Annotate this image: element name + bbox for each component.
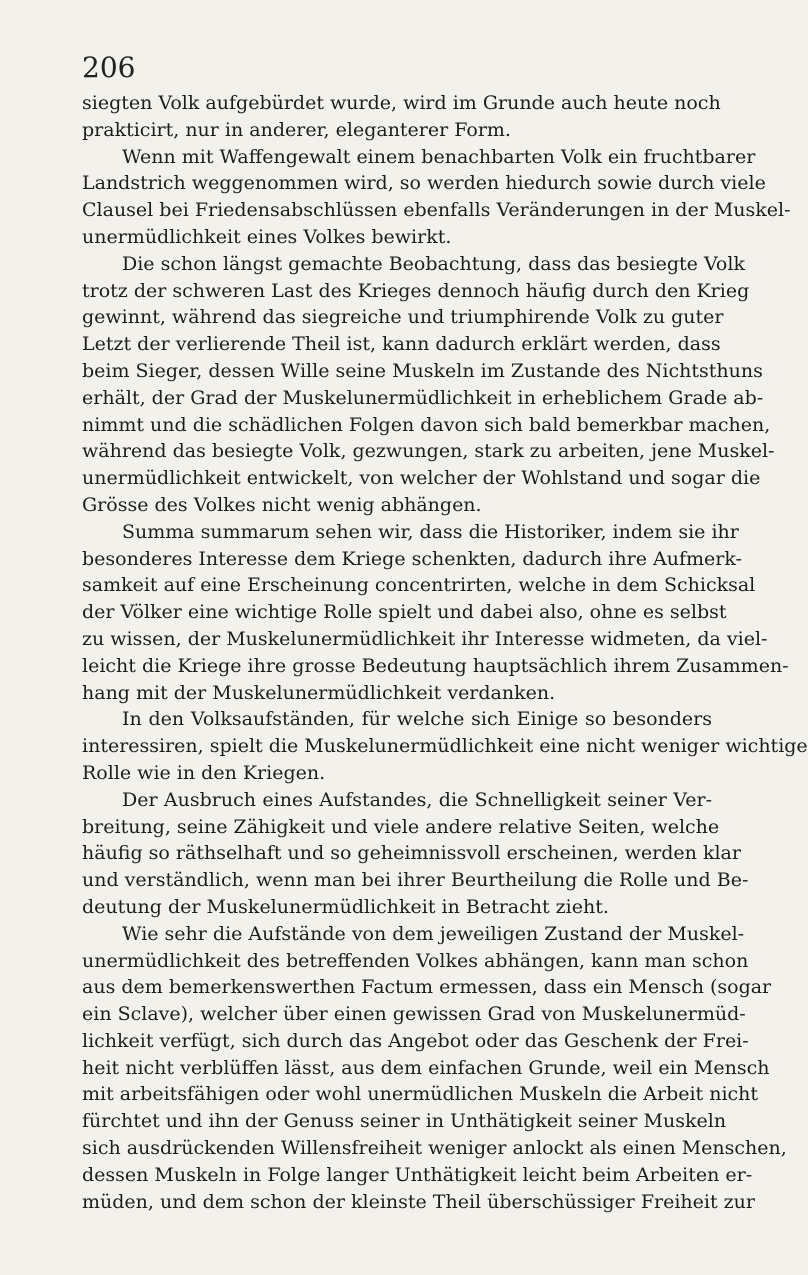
text-line: Die schon längst gemachte Beobachtung, dass das besiegte Volk [122, 252, 745, 275]
page-number: 206 [82, 51, 136, 84]
text-line: Letzt der verlierende Theil ist, kann dadurch erklärt werden, dass [82, 333, 721, 356]
text-line: und verständlich, wenn man bei ihrer Beurtheilung die Rolle und Be- [82, 869, 749, 892]
text-line: dessen Muskeln in Folge langer Unthätigkeit leicht beim Arbeiten er- [82, 1163, 753, 1186]
text-line: Rolle wie in den Kriegen. [82, 761, 326, 784]
text-line: Wenn mit Waffengewalt einem benachbarten Volk ein fruchtbarer [122, 145, 756, 168]
text-line: trotz der schweren Last des Krieges dennoch häufig durch den Krieg [82, 279, 750, 302]
text-line: erhält, der Grad der Muskelunermüdlichkeit in erheblichem Grade ab- [82, 386, 764, 409]
text-line: unermüdlichkeit eines Volkes bewirkt. [82, 225, 452, 248]
text-line: sich ausdrückenden Willensfreiheit weniger anlockt als einen Menschen, [82, 1137, 787, 1160]
text-line: ein Sclave), welcher über einen gewissen Grad von Muskelunermüd- [82, 1003, 746, 1026]
text-line: deutung der Muskelunermüdlichkeit in Betracht zieht. [82, 895, 609, 918]
text-line: siegten Volk aufgebürdet wurde, wird im Grunde auch heute noch [82, 92, 721, 114]
text-line: mit arbeitsfähigen oder wohl unermüdlichen Muskeln die Arbeit nicht [82, 1083, 759, 1106]
text-line: nimmt und die schädlichen Folgen davon sich bald bemerkbar machen, [82, 413, 771, 436]
text-line: heit nicht verblüffen lässt, aus dem einfachen Grunde, weil ein Mensch [82, 1056, 770, 1079]
text-line: hang mit der Muskelunermüdlichkeit verdanken. [82, 681, 556, 704]
text-line: unermüdlichkeit entwickelt, von welcher der Wohlstand und sogar die [82, 467, 761, 490]
text-line: aus dem bemerkenswerthen Factum ermessen, dass ein Mensch (sogar [82, 976, 772, 999]
text-line: der Völker eine wichtige Rolle spielt und dabei also, ohne es selbst [82, 601, 727, 624]
text-line: Clausel bei Friedensabschlüssen ebenfalls Veränderungen in der Muskel- [82, 199, 791, 222]
text-line: lichkeit verfügt, sich durch das Angebot oder das Geschenk der Frei- [82, 1029, 749, 1052]
text-line: Der Ausbruch eines Aufstandes, die Schnelligkeit seiner Ver- [122, 788, 712, 811]
text-line: leicht die Kriege ihre grosse Bedeutung hauptsächlich ihrem Zusammen- [82, 654, 789, 677]
body-text [82, 90, 808, 1215]
text-line: Landstrich weggenommen wird, so werden hiedurch sowie durch viele [82, 172, 766, 195]
text-line: besonderes Interesse dem Kriege schenkten, dadurch ihre Aufmerk- [82, 547, 742, 570]
text-line: häufig so räthselhaft und so geheimnissvoll erscheinen, werden klar [82, 842, 741, 865]
text-line: In den Volksaufständen, für welche sich Einige so besonders [122, 708, 712, 731]
text-line: fürchtet und ihn der Genuss seiner in Unthätigkeit seiner Muskeln [82, 1110, 727, 1133]
text-line: zu wissen, der Muskelunermüdlichkeit ihr Interesse widmeten, da viel- [82, 627, 768, 650]
text-line: prakticirt, nur in anderer, eleganterer Form. [82, 118, 511, 141]
text-line: Wie sehr die Aufstände von dem jeweiligen Zustand der Muskel- [122, 922, 745, 945]
text-line: interessiren, spielt die Muskelunermüdlichkeit eine nicht weniger wichtige [82, 735, 808, 758]
text-line: während das besiegte Volk, gezwungen, stark zu arbeiten, jene Muskel- [82, 440, 775, 463]
text-line: breitung, seine Zähigkeit und viele andere relative Seiten, welche [82, 815, 720, 838]
text-line: gewinnt, während das siegreiche und triumphirende Volk zu guter [82, 306, 724, 329]
text-line: beim Sieger, dessen Wille seine Muskeln im Zustande des Nichtsthuns [82, 359, 763, 382]
text-line: Grösse des Volkes nicht wenig abhängen. [82, 493, 482, 516]
text-line: Summa summarum sehen wir, dass die Historiker, indem sie ihr [122, 520, 739, 543]
text-line: müden, und dem schon der kleinste Theil überschüssiger Freiheit zur [82, 1190, 755, 1213]
text-line: unermüdlichkeit des betreffenden Volkes abhängen, kann man schon [82, 949, 749, 972]
text-line: samkeit auf eine Erscheinung concentrirten, welche in dem Schicksal [82, 574, 756, 597]
